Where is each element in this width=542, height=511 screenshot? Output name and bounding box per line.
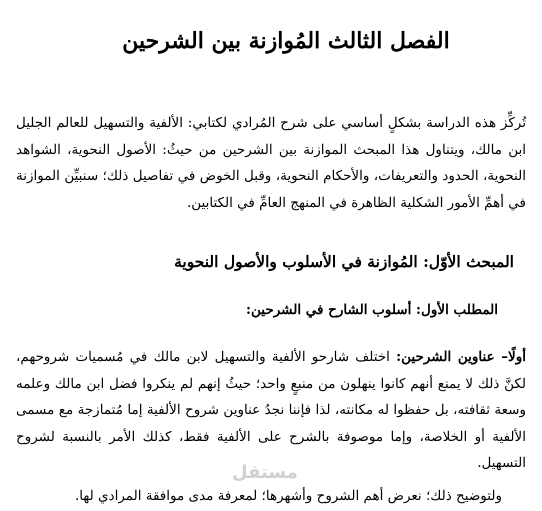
closing-line: ولتوضيح ذلك؛ نعرض أهم الشروح وأشهرها؛ لمعرفة مدى موافقة المرادي لها. [74, 488, 502, 504]
chapter-title: الفصل الثالث المُوازنة بين الشرحين [122, 28, 450, 54]
section-title: المبحث الأوّل: المُوازنة في الأسلوب والأصول النحوية [174, 252, 514, 271]
first-point-paragraph [16, 344, 526, 477]
subsection-title: المطلب الأول: أسلوب الشارح في الشرحين: [246, 302, 498, 318]
first-point-lead: أولًا– عناوين الشرحين: [396, 349, 526, 365]
intro-paragraph: تُركِّز هذه الدراسة بشكلٍ أساسي على شرح المُرادي لكتابي: الألفية والتسهيل للعالم الجليل ابن مالك، ويتناول هذا المبحث الموازنة بين الشرحين من حيثُ: الأصول النحوية، الشواهد النحوية، الحدود والتعريفات، والأحكام النحوية، وقبل الخوض في تفاصيل ذلك؛ سنبيِّن الموازنة في أهمِّ الأمور الشكلية الظاهرة في المنهج العامِّ في الكتابين. [16, 115, 526, 211]
first-point-text: اختلف شارحو الألفية والتسهيل لابن مالك في مُسميات شروحهم، لكنَّ ذلك لا يمنع أنهم كانوا ينهلون من منبعٍ واحد؛ حيثُ إنهم لم ينكروا فضل ابن مالك وعلمه وسعة ثقافته، بل حفظوا له مكانته، لذا فإننا نجدُ عناوين شروح الألفية إما مُتمازجة مع مسمى الألفية أو الخلاصة، وإما موصوفة بالشرح على الألفية فقط، كذلك الأمر بالنسبة لشروح التسهيل. [16, 349, 526, 471]
watermark-logo: مستقل [232, 462, 298, 483]
